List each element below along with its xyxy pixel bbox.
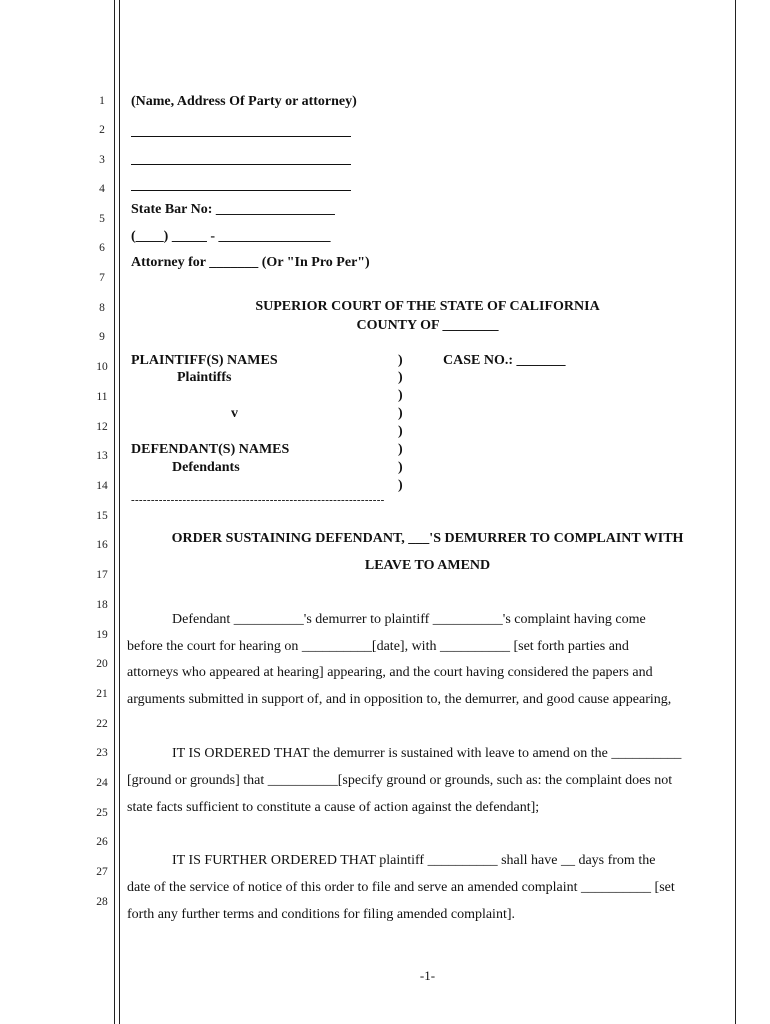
line-number: 9 — [99, 331, 105, 343]
caption-paren: ) — [398, 370, 403, 385]
plaintiffs-label: Plaintiffs — [177, 370, 232, 385]
address-line-1 — [131, 136, 351, 137]
address-line-3 — [131, 190, 351, 191]
paragraph-1-line: arguments submitted in support of, and in opposition to, the demurrer, and good cause appearing, — [127, 692, 672, 707]
paragraph-1-line: before the court for hearing on __________[date], with __________ [set forth parties and — [127, 639, 629, 654]
page-number: -1- — [419, 968, 436, 983]
line-number: 11 — [96, 391, 108, 403]
line-number: 13 — [96, 450, 108, 462]
paragraph-3-line: forth any further terms and conditions for filing amended complaint]. — [127, 907, 516, 922]
caption-divider: ---------------------------------------------------------------- — [131, 494, 385, 506]
state-bar-field: State Bar No: _________________ — [131, 202, 335, 217]
paragraph-1-line: Defendant __________'s demurrer to plaintiff __________'s complaint having come — [172, 612, 646, 627]
paragraph-3-line: IT IS FURTHER ORDERED THAT plaintiff __________ shall have __ days from the — [172, 853, 656, 868]
caption-paren: ) — [398, 353, 403, 368]
paragraph-2-line: [ground or grounds] that __________[specify ground or grounds, such as: the complaint does not — [127, 773, 673, 788]
caption-paren: ) — [398, 388, 403, 403]
line-number: 14 — [96, 480, 108, 492]
caption-paren: ) — [398, 442, 403, 457]
court-name: SUPERIOR COURT OF THE STATE OF CALIFORNIA — [255, 299, 600, 314]
line-number: 19 — [96, 629, 108, 641]
line-number: 28 — [96, 896, 108, 908]
versus-label: v — [231, 406, 238, 421]
paragraph-2-line: state facts sufficient to constitute a cause of action against the defendant]; — [127, 800, 540, 815]
name-address-heading: (Name, Address Of Party or attorney) — [131, 94, 357, 109]
caption-paren: ) — [398, 460, 403, 475]
line-number: 6 — [99, 242, 105, 254]
line-number: 7 — [99, 272, 105, 284]
line-number: 8 — [99, 302, 105, 314]
line-number: 3 — [99, 154, 105, 166]
line-number: 20 — [96, 658, 108, 670]
paragraph-2-line: IT IS ORDERED THAT the demurrer is sustained with leave to amend on the __________ — [172, 746, 682, 761]
order-title-line-1: ORDER SUSTAINING DEFENDANT, ___'S DEMURRER TO COMPLAINT WITH — [171, 531, 684, 546]
caption-paren: ) — [398, 406, 403, 421]
line-number: 2 — [99, 124, 105, 136]
line-number: 16 — [96, 539, 108, 551]
plaintiff-names: PLAINTIFF(S) NAMES — [131, 353, 278, 368]
defendants-label: Defendants — [172, 460, 240, 475]
paragraph-1-line: attorneys who appeared at hearing] appearing, and the court having considered the papers and — [127, 665, 653, 680]
case-number-field: CASE NO.: _______ — [443, 353, 566, 368]
county-name: COUNTY OF ________ — [356, 318, 499, 333]
caption-paren: ) — [398, 424, 403, 439]
order-title-line-2: LEAVE TO AMEND — [364, 558, 491, 573]
phone-field: (____) _____ - ________________ — [131, 229, 331, 244]
line-number: 25 — [96, 807, 108, 819]
line-number: 12 — [96, 421, 108, 433]
right-margin-line — [735, 0, 736, 1024]
address-line-2 — [131, 164, 351, 165]
line-number: 17 — [96, 569, 108, 581]
line-number: 24 — [96, 777, 108, 789]
line-number: 27 — [96, 866, 108, 878]
line-number: 4 — [99, 183, 105, 195]
line-number: 21 — [96, 688, 108, 700]
attorney-for-field: Attorney for _______ (Or "In Pro Per") — [131, 255, 370, 270]
line-number: 26 — [96, 836, 108, 848]
line-number: 1 — [99, 95, 105, 107]
line-number: 23 — [96, 747, 108, 759]
caption-paren: ) — [398, 478, 403, 493]
left-margin-line-inner — [119, 0, 120, 1024]
line-number: 5 — [99, 213, 105, 225]
left-margin-line-outer — [114, 0, 115, 1024]
defendant-names: DEFENDANT(S) NAMES — [131, 442, 290, 457]
line-number: 18 — [96, 599, 108, 611]
line-number: 10 — [96, 361, 108, 373]
paragraph-3-line: date of the service of notice of this order to file and serve an amended complaint __________ [set — [127, 880, 675, 895]
line-number: 15 — [96, 510, 108, 522]
line-number: 22 — [96, 718, 108, 730]
